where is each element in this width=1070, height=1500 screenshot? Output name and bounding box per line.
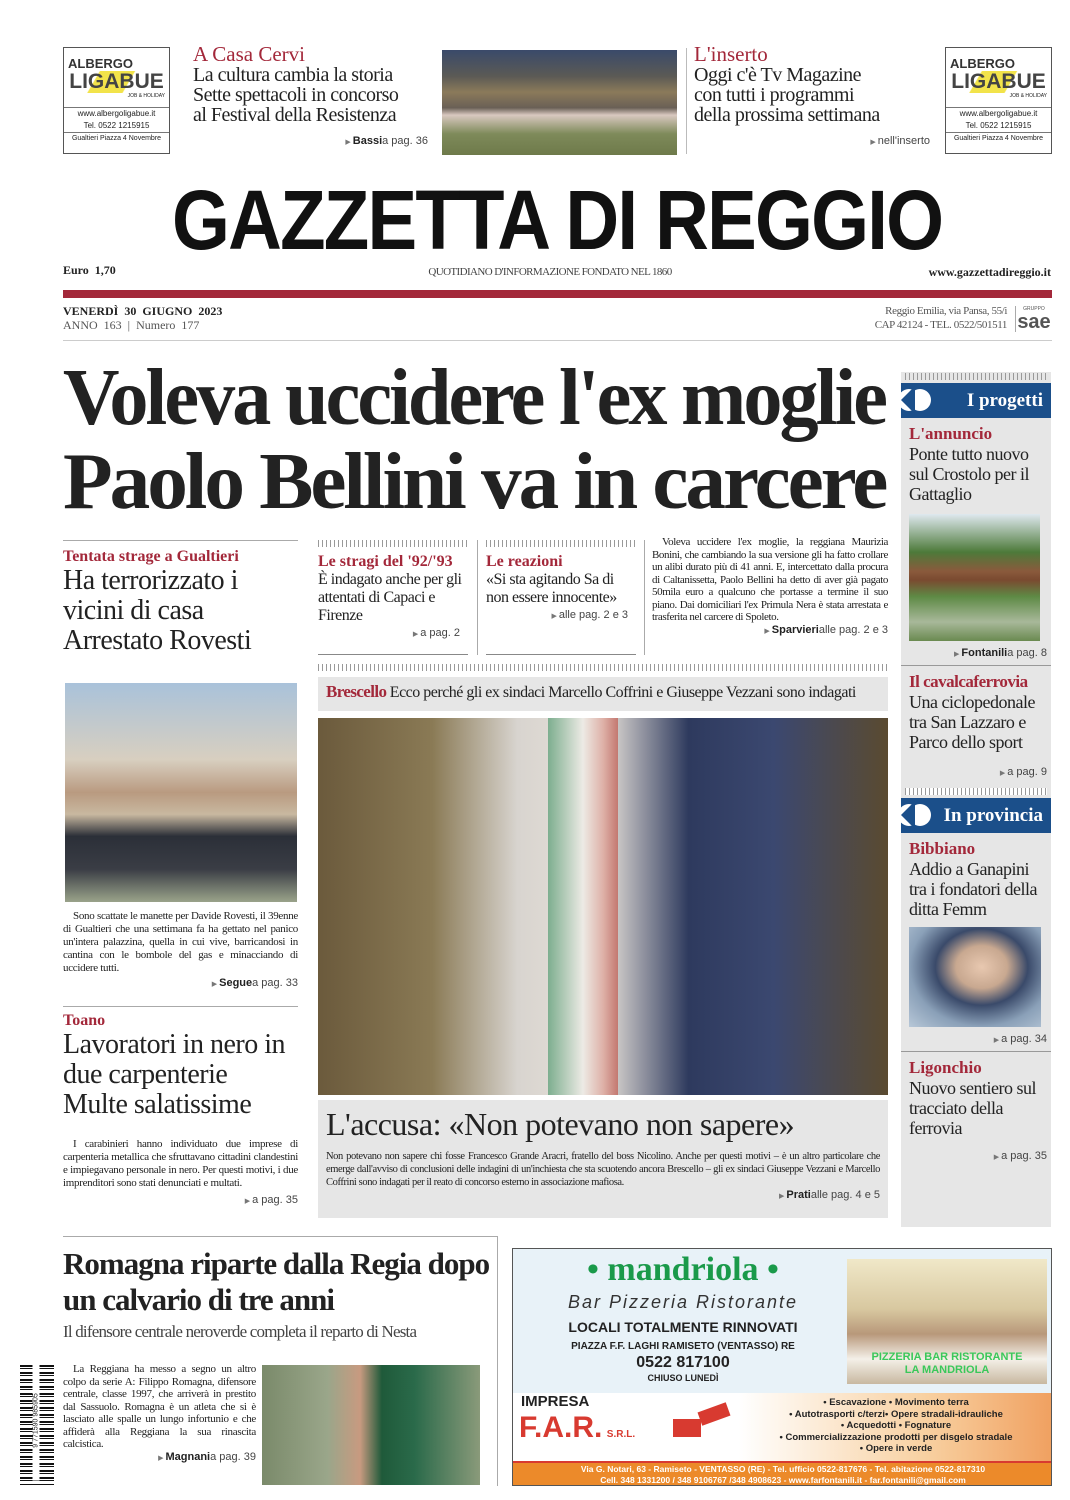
service-item: • Opere in verde (859, 1443, 933, 1454)
romagna-photo (262, 1365, 480, 1485)
divider (63, 1236, 498, 1237)
story-ref[interactable]: ▶ Magnania pag. 39 (63, 1451, 256, 1463)
promo-line: della prossima settimana (694, 104, 880, 126)
divider (686, 48, 687, 154)
bridge-photo (909, 514, 1040, 641)
address-line: CAP 42124 - TEL. 0522/501511 (874, 319, 1007, 331)
far-name: F.A.R. (519, 1411, 603, 1444)
ad-brand-top: ALBERGO (950, 56, 1015, 71)
main-summary-ref[interactable]: ▶ Sparvierialle pag. 2 e 3 (652, 624, 888, 636)
ad-albergo-ligabue-right[interactable] (945, 47, 1052, 154)
ad-sub: JOB & HOLIDAY (1009, 93, 1047, 99)
story-body: Sono scattate le manette per Davide Rovesti, il 39enne di Gualtieri che una settimana fa ha gettato nel panico un'intera palazzina, quella in cui vive, barricandosi in cantina con le bombole del gas e minacciando di uccidere tutti. (63, 910, 298, 974)
box-ref: ▶ a pag. 2 (318, 627, 468, 639)
restaurant-photo (847, 1259, 1047, 1384)
masthead-title: GAZZETTA DI REGGIO (172, 173, 943, 267)
promo-line: con tutti i programmi (694, 84, 855, 106)
main-summary: Voleva uccidere l'ex moglie, la reggiana Maurizia Bonini, che cambiando la sua versione gli ha fatto crollare un alibi durato più di 41 anni. E, intercettato dalla procura di Caltanissetta, Paolo Bellini ha detto di aver già pagato 50mila euro a qualcuno che portasse a termine il suo piano. Dai domiciliari l'ex Primula Nera è stata arrestata e trasferita nel carcere di Spoleto. (652, 536, 888, 623)
tick-rule (318, 664, 888, 671)
headline: Ha terrorizzato i vicini di casa Arrestato Rovesti (63, 565, 252, 656)
service-item: • Commercializzazione prodotti per disgelo stradale (779, 1431, 1013, 1443)
service-item: • Autotrasporti c/terzi• Opere stradali-idrauliche (789, 1408, 1003, 1420)
promo-casa-cervi[interactable] (193, 43, 433, 147)
promo-kicker: A Casa Cervi (193, 42, 305, 66)
box-text: «Si sta agitando Sa di non essere innocente» (486, 571, 617, 606)
brescello-bar[interactable] (318, 677, 888, 711)
story-romagna[interactable] (63, 1246, 493, 1342)
ad-site: www.albergoligabue.it (959, 109, 1038, 118)
promo-line: al Festival della Resistenza (193, 104, 397, 126)
headline: Nuovo sentiero sul tracciato della ferrovia (909, 1078, 1036, 1138)
caption-body: Non potevano non sapere chi fosse Francesco Grande Aracri, fratello del boss Nicolino. Anche per questi motivi – è un altro particolare che emerge dall'avviso di conclusioni delle indagini di un'inchiesta che sta scuotendo ancora Brescello – gli ex sindaci Giuseppe Vezzani e Marcello Coffrini sono indagati per il reato di concorso esterno in associazione mafiosa. (326, 1151, 880, 1188)
carabinieri-photo (65, 683, 297, 902)
divider (63, 340, 1052, 341)
kicker: Ligonchio (909, 1058, 982, 1077)
story-ref: ▶ a pag. 34 (909, 1033, 1047, 1045)
tick-rule (905, 788, 1047, 795)
ad-address: Gualtieri Piazza 4 Novembre (946, 132, 1051, 145)
right-column (901, 372, 1051, 1227)
brescello-photo (318, 718, 888, 1095)
service-item: • Escavazione • Movimento terra (823, 1397, 969, 1408)
footer-line: Cell. 348 1331200 / 348 9106767 /348 4908623 - www.farfontanili.it - far.fontanili@gmail.com (600, 1475, 966, 1485)
double-chevron-icon (901, 386, 931, 414)
headline: Ponte tutto nuovo sul Crostolo per il Gattaglio (909, 444, 1029, 504)
promo-line: Sette spettacoli in concorso (193, 84, 399, 106)
tagline: QUOTIDIANO D'INFORMAZIONE FONDATO NEL 1860 (428, 266, 672, 278)
story-bibbiano[interactable] (901, 833, 1051, 1051)
issue-number: ANNO 163 | Numero 177 (63, 318, 200, 332)
subhead: Il difensore centrale neroverde completa il reparto di Nesta (63, 1322, 417, 1341)
festival-crowd-photo (442, 50, 677, 155)
box-stragi[interactable] (318, 540, 468, 655)
box-text: È indagato anche per gli attentati di Capaci e Firenze (318, 571, 462, 624)
barcode (20, 1365, 54, 1485)
section-in-provincia[interactable] (901, 798, 1051, 833)
mandriola-closed: CHIUSO LUNEDÌ (647, 1373, 719, 1383)
caption-title: L'accusa: «Non potevano non sapere» (326, 1106, 795, 1142)
tick-rule (905, 373, 1047, 380)
headline: Addio a Ganapini tra i fondatori della ditta Femm (909, 859, 1037, 919)
brescello-title: Ecco perché gli ex sindaci Marcello Coffrini e Giuseppe Vezzani sono indagati (389, 684, 856, 701)
footer-line: Via G. Notari, 63 - Ramiseto - VENTASSO (RE) - Tel. ufficio 0522-817676 - Tel. abitazione 0522-817310 (580, 1464, 986, 1474)
website-link[interactable]: www.gazzettadireggio.it (928, 265, 1051, 279)
story-ref: ▶ a pag. 35 (909, 1150, 1047, 1162)
kicker: Brescello (326, 682, 387, 701)
far-logo (519, 1411, 635, 1452)
price: Euro 1,70 (63, 263, 116, 277)
flag (548, 718, 618, 1095)
mandriola-renov: LOCALI TOTALMENTE RINNOVATI (568, 1319, 798, 1335)
excavator-icon (673, 1401, 733, 1441)
sae-group-logo (1015, 306, 1052, 332)
service-item: • Acquedotti • Fognature (840, 1420, 952, 1431)
far-srl: S.R.L. (606, 1429, 636, 1440)
kicker: Toano (63, 1012, 106, 1029)
story-ref[interactable]: ▶ a pag. 35 (63, 1194, 298, 1206)
box-ref: ▶ alle pag. 2 e 3 (486, 609, 636, 621)
section-title: In provincia (943, 805, 1043, 826)
caption-ref: ▶ Pratialle pag. 4 e 5 (326, 1189, 880, 1201)
impresa-label: IMPRESA (521, 1393, 590, 1410)
far-footer (513, 1461, 1052, 1486)
mandriola-sub: Bar Pizzeria Ristorante (567, 1292, 799, 1312)
kicker: Tentata strage a Gualtieri (63, 548, 239, 565)
far-services (739, 1393, 1052, 1461)
kicker: L'annuncio (909, 424, 993, 443)
story-toano[interactable] (63, 1012, 298, 1206)
main-headline-line: Paolo Bellini va in carcere (63, 438, 886, 526)
story-ponte[interactable] (901, 418, 1051, 665)
section-i-progetti[interactable] (901, 383, 1051, 418)
story-cavalcaferrovia[interactable] (901, 666, 1051, 784)
mandriola-address: PIAZZA F.F. LAGHI RAMISETO (VENTASSO) RE (571, 1341, 795, 1352)
promo-line: La cultura cambia la storia (193, 64, 393, 86)
main-headline[interactable] (63, 356, 888, 524)
barcode-number: 9 771590 985905 (33, 1361, 40, 1481)
ad-brand-top: ALBERGO (68, 56, 133, 71)
kicker: Le reazioni (486, 553, 563, 570)
ad-mandriola-far[interactable] (512, 1248, 1052, 1486)
promo-ref: ▶ Bassia pag. 36 (193, 135, 433, 147)
ad-tel: Tel. 0522 1215915 (83, 121, 150, 130)
address (875, 304, 1007, 332)
story-body: I carabinieri hanno individuato due imprese di carpenteria metallica che sfruttavano cittadini clandestini e impiegavano personale in nero. Per questi motivi, i due imprenditori sono stati denunciati e multati. (63, 1138, 298, 1189)
kicker: Bibbiano (909, 839, 976, 858)
group-name: sae (1017, 311, 1051, 333)
section-title: I progetti (966, 390, 1043, 411)
box-reazioni[interactable] (486, 540, 636, 655)
promo-ref: ▶ nell'inserto (694, 135, 934, 147)
story-body: La Reggiana ha messo a segno un altro colpo da serie A: Filippo Romagna, difensore centrale, classe 1997, che arriverà in prestito dal Sassuolo. Romagna è un atleta che si è lasciato alle spalle un lungo infortunio e che affiderà alla Reggiana la sua rinascita calcistica. (63, 1363, 256, 1450)
tick-rule (486, 540, 636, 547)
story-ref: ▶ Fontanilia pag. 8 (909, 647, 1047, 659)
headline: Una ciclopedonale tra San Lazzaro e Parco dello sport (909, 692, 1035, 752)
ad-albergo-ligabue-left[interactable] (63, 47, 170, 154)
ad-site: www.albergoligabue.it (77, 109, 156, 118)
kicker: Le stragi del '92/'93 (318, 553, 453, 570)
tick-rule (318, 540, 468, 547)
ad-address: Gualtieri Piazza 4 Novembre (64, 132, 169, 145)
ad-brand: LIGABUE (946, 71, 1051, 93)
mandriola-phone: 0522 817100 (636, 1354, 730, 1371)
brescello-caption[interactable] (318, 1100, 888, 1218)
photo-label: PIZZERIA BAR RISTORANTE (871, 1351, 1023, 1363)
headline: Romagna riparte dalla Regia dopo un calvario di tre anni (63, 1246, 490, 1317)
headline: Lavoratori in nero in due carpenterie Multe salatissime (63, 1029, 285, 1120)
promo-inserto[interactable] (694, 43, 934, 147)
kicker: Il cavalcaferrovia (909, 672, 1028, 691)
ganapini-portrait (909, 927, 1041, 1027)
mandriola-name: • mandriola • (587, 1251, 779, 1288)
group-label: GRUPPO (1023, 306, 1045, 312)
ad-sub: JOB & HOLIDAY (127, 93, 165, 99)
address-line: Reggio Emilia, via Pansa, 55/i (885, 305, 1007, 317)
main-headline-line: Voleva uccidere l'ex moglie (63, 354, 886, 442)
date: VENERDÌ 30 GIUGNO 2023 (63, 304, 223, 318)
photo-label: LA MANDRIOLA (904, 1364, 990, 1376)
story-ref: ▶ a pag. 9 (909, 766, 1047, 778)
divider (644, 540, 645, 655)
divider (63, 540, 298, 541)
ad-brand: LIGABUE (64, 71, 169, 93)
ad-tel: Tel. 0522 1215915 (965, 121, 1032, 130)
story-ligonchio[interactable] (901, 1052, 1051, 1168)
divider (497, 1236, 498, 1486)
red-rule (63, 290, 1052, 298)
story-ref[interactable]: ▶ Seguea pag. 33 (63, 977, 298, 989)
promo-kicker: L'inserto (694, 42, 768, 66)
double-chevron-icon (901, 801, 931, 829)
promo-line: Oggi c'è Tv Magazine (694, 64, 862, 86)
divider (477, 540, 478, 655)
divider (63, 1006, 298, 1007)
story-gualtieri[interactable] (63, 548, 298, 656)
